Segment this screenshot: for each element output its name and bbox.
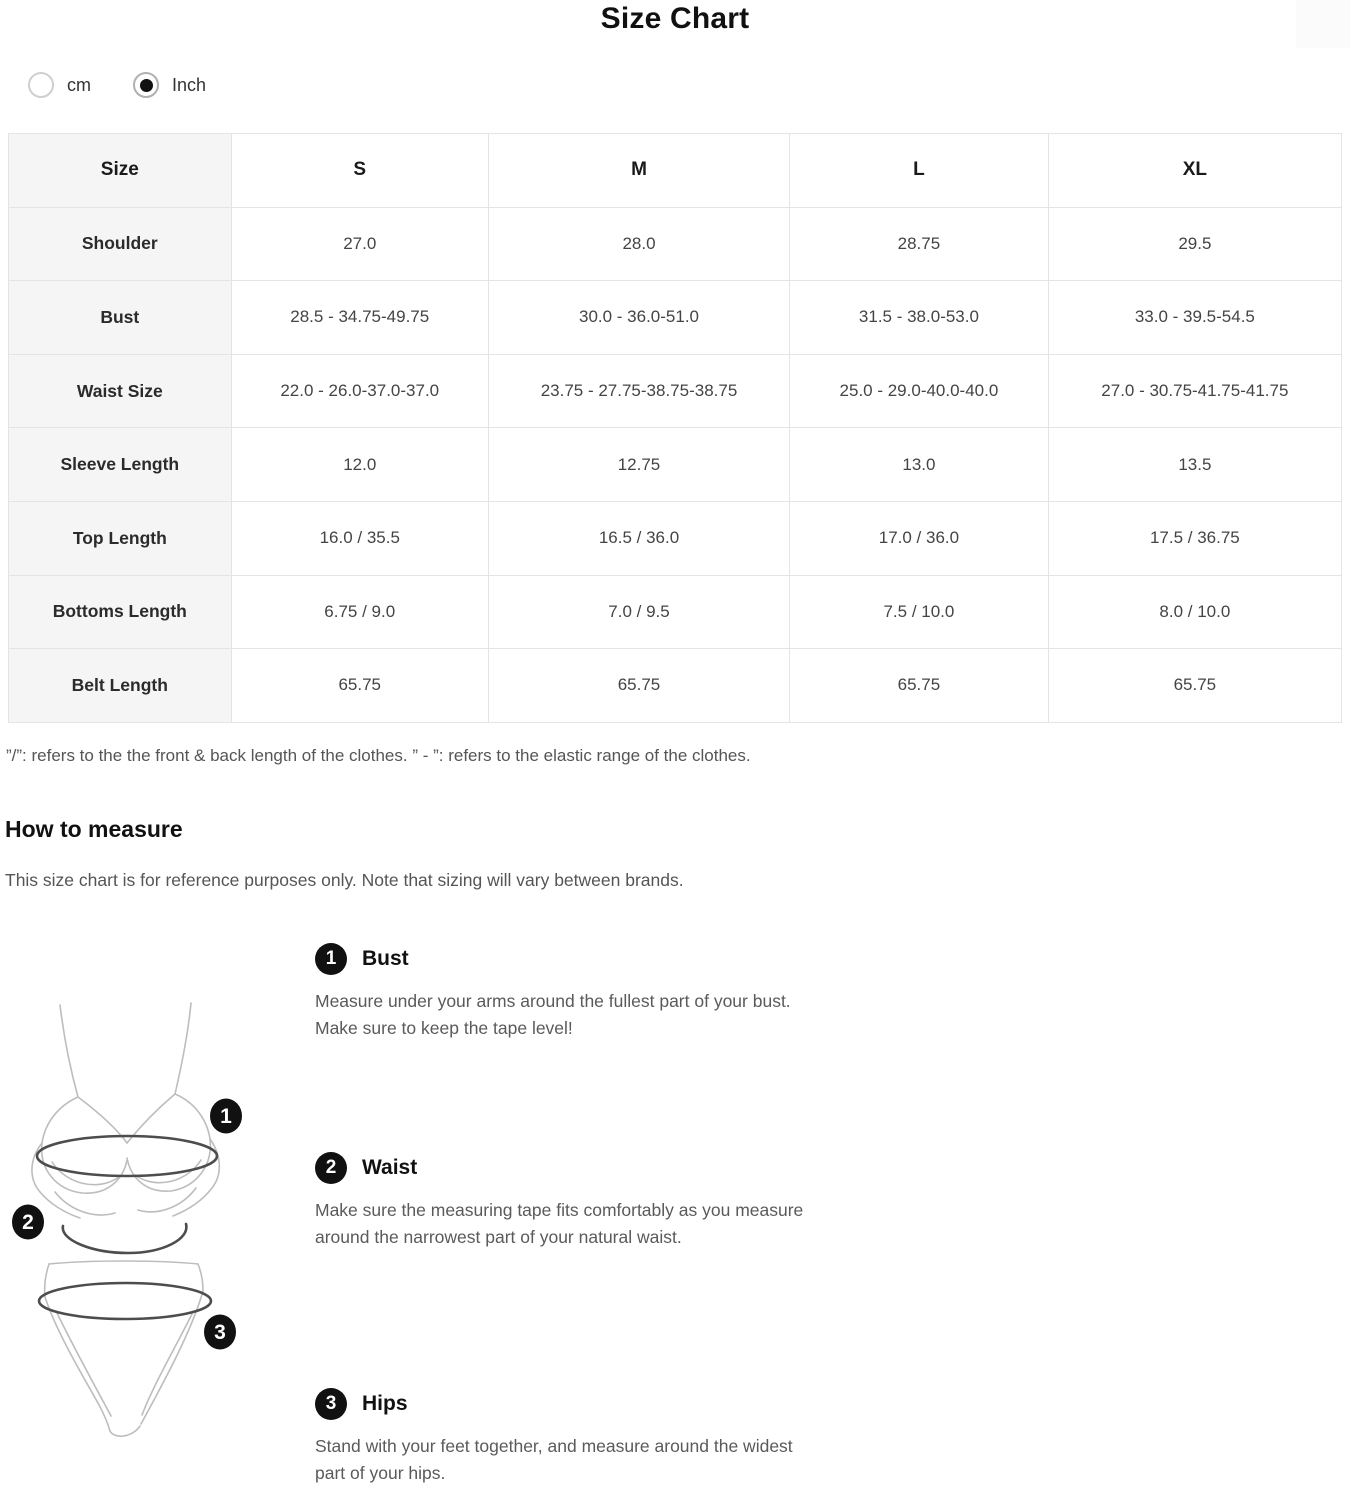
table-cell: 65.75 <box>1048 649 1341 723</box>
table-footnote: ”/”: refers to the the front & back length of the clothes. ” - ”: refers to the elastic range of the clothes. <box>6 746 751 765</box>
table-cell: 30.0 - 36.0-51.0 <box>488 281 789 355</box>
row-label: Top Length <box>9 501 232 575</box>
unit-option-inch[interactable] <box>133 72 206 98</box>
table-cell: 16.5 / 36.0 <box>488 501 789 575</box>
table-row <box>9 281 1342 355</box>
table-cell: 7.5 / 10.0 <box>790 575 1049 649</box>
step-3-badge: 3 <box>315 1388 347 1420</box>
step-description: Measure under your arms around the fullest part of your bust. Make sure to keep the tape level! <box>315 991 791 1039</box>
table-cell: 13.0 <box>790 428 1049 502</box>
table-cell: 28.0 <box>488 207 789 281</box>
measure-step-bust <box>315 943 807 1042</box>
table-cell: 28.75 <box>790 207 1049 281</box>
how-to-measure-intro: This size chart is for reference purposes only. Note that sizing will vary between brands. <box>5 870 684 890</box>
measure-step-waist <box>315 1152 807 1251</box>
table-cell: 29.5 <box>1048 207 1341 281</box>
table-cell: 22.0 - 26.0-37.0-37.0 <box>231 354 488 428</box>
table-cell: 7.0 / 9.5 <box>488 575 789 649</box>
marker-2-label: 2 <box>22 1211 34 1234</box>
row-label: Waist Size <box>9 354 232 428</box>
table-row <box>9 428 1342 502</box>
table-cell: 33.0 - 39.5-54.5 <box>1048 281 1341 355</box>
column-header-m: M <box>488 134 789 208</box>
hips-tape-icon <box>39 1283 211 1319</box>
step-1-badge: 1 <box>315 943 347 975</box>
table-cell: 65.75 <box>790 649 1049 723</box>
table-cell: 6.75 / 9.0 <box>231 575 488 649</box>
table-row <box>9 649 1342 723</box>
column-header-s: S <box>231 134 488 208</box>
column-header-l: L <box>790 134 1049 208</box>
radio-unchecked-icon[interactable] <box>28 72 54 98</box>
table-cell: 27.0 - 30.75-41.75-41.75 <box>1048 354 1341 428</box>
table-cell: 13.5 <box>1048 428 1341 502</box>
table-cell: 28.5 - 34.75-49.75 <box>231 281 488 355</box>
unit-option-label: cm <box>67 74 91 95</box>
row-label: Bottoms Length <box>9 575 232 649</box>
row-label: Sleeve Length <box>9 428 232 502</box>
table-cell: 27.0 <box>231 207 488 281</box>
table-cell: 17.0 / 36.0 <box>790 501 1049 575</box>
table-cell: 65.75 <box>488 649 789 723</box>
table-row <box>9 354 1342 428</box>
how-to-measure-heading: How to measure <box>5 816 183 842</box>
table-row <box>9 207 1342 281</box>
table-cell: 12.0 <box>231 428 488 502</box>
radio-checked-icon[interactable] <box>133 72 159 98</box>
measure-step-hips <box>315 1388 807 1487</box>
unit-option-cm[interactable] <box>28 72 91 98</box>
unit-option-label: Inch <box>172 74 207 95</box>
body-figure-icon <box>0 930 300 1500</box>
row-label: Belt Length <box>9 649 232 723</box>
table-cell: 31.5 - 38.0-53.0 <box>790 281 1049 355</box>
marker-3-label: 3 <box>214 1321 226 1344</box>
step-2-badge: 2 <box>315 1152 347 1184</box>
table-cell: 65.75 <box>231 649 488 723</box>
table-row <box>9 501 1342 575</box>
measurement-diagram <box>0 930 300 1500</box>
table-cell: 17.5 / 36.75 <box>1048 501 1341 575</box>
step-description: Stand with your feet together, and measure around the widest part of your hips. <box>315 1436 793 1484</box>
unit-toggle <box>28 72 206 98</box>
column-header-size: Size <box>9 134 232 208</box>
row-label: Bust <box>9 281 232 355</box>
table-header-row <box>9 134 1342 208</box>
page-title: Size Chart <box>600 2 750 35</box>
step-description: Make sure the measuring tape fits comfortably as you measure around the narrowest part of your natural waist. <box>315 1200 804 1248</box>
size-table <box>8 133 1342 723</box>
marker-1-label: 1 <box>220 1105 232 1128</box>
waist-tape-icon <box>63 1224 187 1253</box>
table-cell: 23.75 - 27.75-38.75-38.75 <box>488 354 789 428</box>
table-cell: 8.0 / 10.0 <box>1048 575 1341 649</box>
step-title: Hips <box>362 1392 408 1415</box>
column-header-xl: XL <box>1048 134 1341 208</box>
step-title: Waist <box>362 1156 418 1179</box>
row-label: Shoulder <box>9 207 232 281</box>
table-cell: 16.0 / 35.5 <box>231 501 488 575</box>
table-cell: 25.0 - 29.0-40.0-40.0 <box>790 354 1049 428</box>
step-title: Bust <box>362 947 409 970</box>
table-row <box>9 575 1342 649</box>
table-cell: 12.75 <box>488 428 789 502</box>
